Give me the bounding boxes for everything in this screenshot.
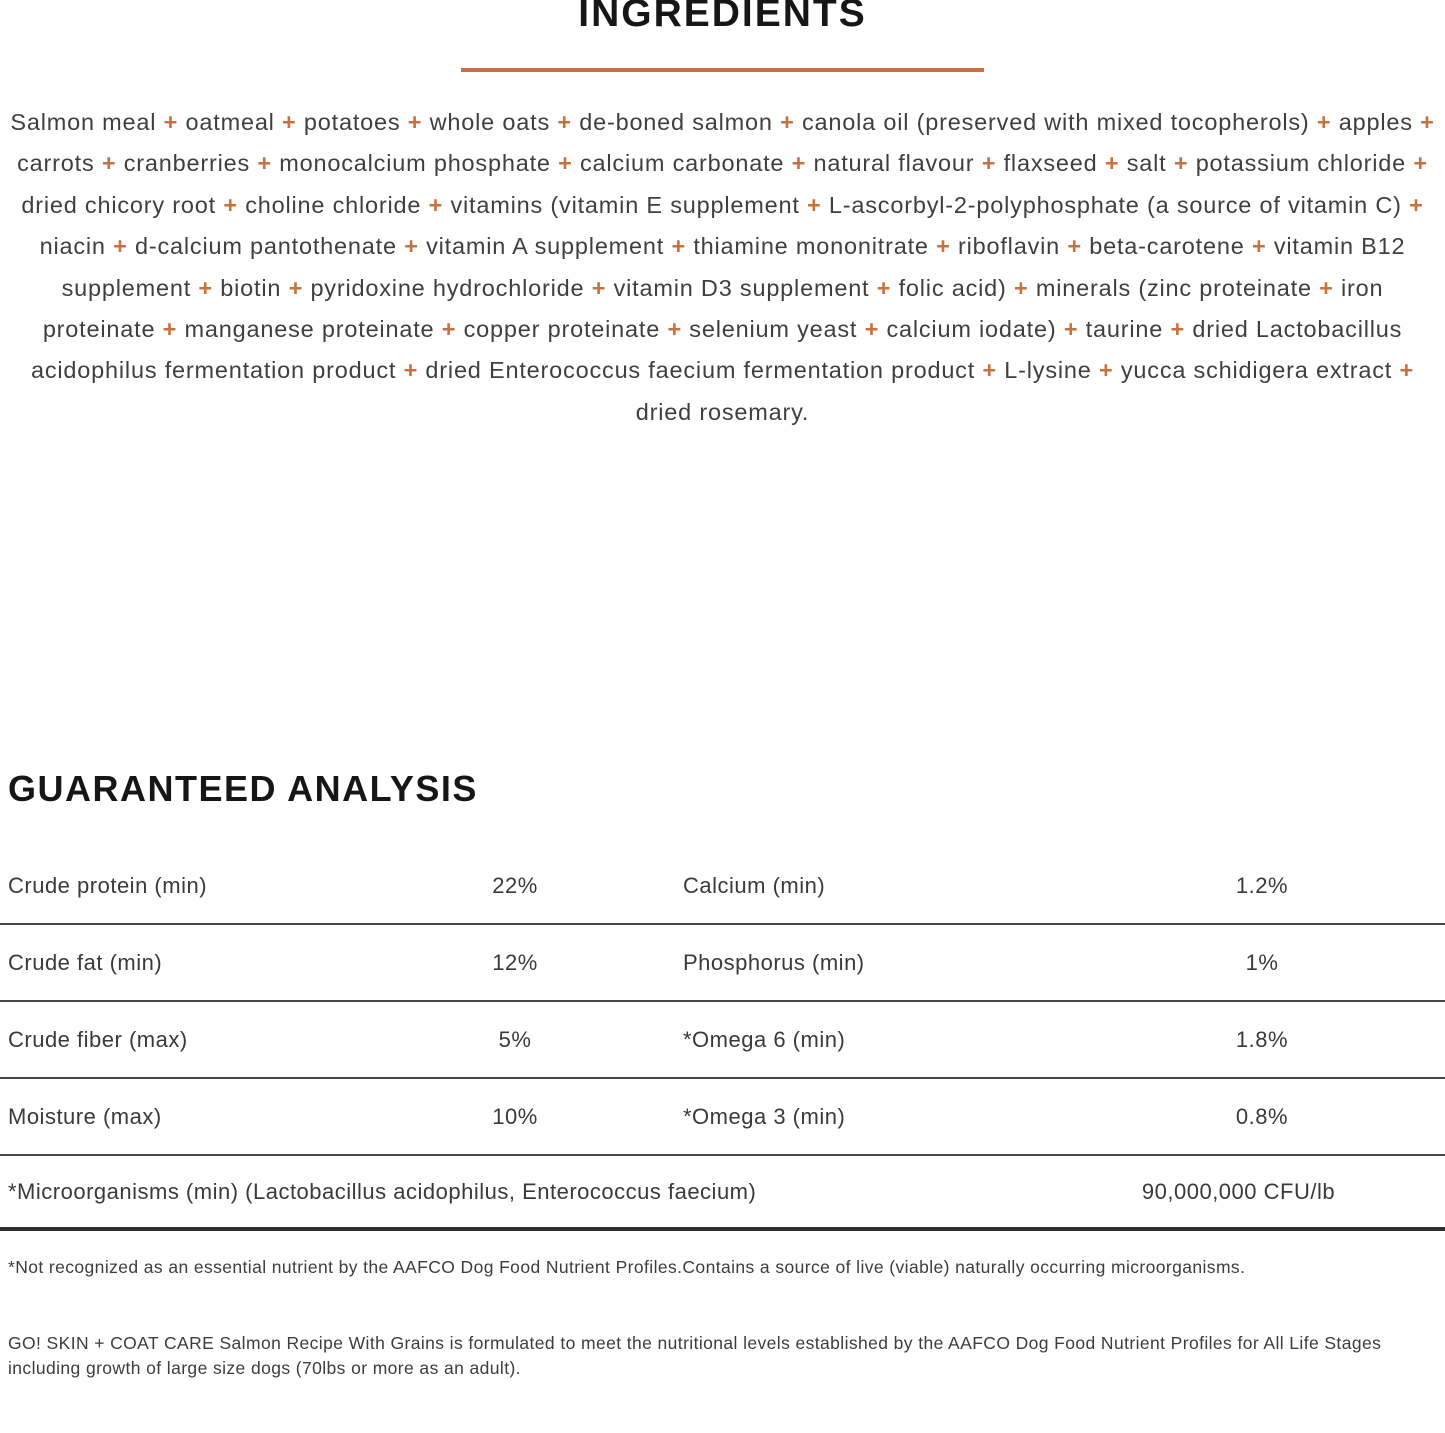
plus-separator-icon: + xyxy=(434,316,464,343)
plus-separator-icon: + xyxy=(155,316,185,343)
plus-separator-icon: + xyxy=(974,150,1004,177)
nutrient-value: 1.2% xyxy=(1235,872,1289,898)
plus-separator-icon: + xyxy=(1166,150,1196,177)
guaranteed-analysis-heading: GUARANTEED ANALYSIS xyxy=(8,768,478,810)
ingredients-section xyxy=(0,0,1445,433)
plus-separator-icon: + xyxy=(1392,357,1414,384)
plus-separator-icon: + xyxy=(281,274,311,301)
plus-separator-icon: + xyxy=(274,109,304,135)
aafco-footnote: *Not recognized as an essential nutrient by the AAFCO Dog Food Nutrient Profiles.Contains a source of live (viable) naturally occurring microorganisms. xyxy=(8,1257,1246,1278)
nutrient-label: Crude fat (min) xyxy=(8,949,163,975)
analysis-row-fat-phosphorus xyxy=(0,925,1445,1002)
plus-separator-icon: + xyxy=(1091,357,1121,384)
nutrient-label: Calcium (min) xyxy=(683,872,826,898)
plus-separator-icon: + xyxy=(1056,316,1086,343)
plus-separator-icon: + xyxy=(105,233,135,260)
plus-separator-icon: + xyxy=(421,191,451,218)
plus-separator-icon: + xyxy=(584,274,614,301)
analysis-row-moisture-omega3 xyxy=(0,1079,1445,1156)
plus-separator-icon: + xyxy=(1006,274,1036,301)
plus-separator-icon: + xyxy=(250,150,280,177)
plus-separator-icon: + xyxy=(216,191,246,218)
nutrient-value: 10% xyxy=(492,1103,538,1129)
analysis-row-protein-calcium xyxy=(0,848,1445,925)
plus-separator-icon: + xyxy=(550,150,580,177)
nutrient-label: Moisture (max) xyxy=(8,1103,162,1129)
analysis-row-microorganisms xyxy=(0,1156,1445,1231)
plus-separator-icon: + xyxy=(1163,316,1193,343)
plus-separator-icon: + xyxy=(1406,150,1428,177)
plus-separator-icon: + xyxy=(1097,150,1127,177)
ingredients-paragraph: Salmon meal + oatmeal + potatoes + whole oats + de-boned salmon + canola oil (preserved with mixed tocopherols) + apples + carrots + cranberries + monocalcium phosphate + calcium carbonate + natural flavour + flaxseed + salt + potassium chloride + dried chicory root + choline chloride + vitamins (vitamin E supplement + L-ascorbyl-2-polyphosphate (a source of vitamin C) + niacin + d-calcium pantothenate + vitamin A supplement + thiamine mononitrate + riboflavin + beta-carotene + vitamin B12 supplement + biotin + pyridoxine hydrochloride + vitamin D3 supplement + folic acid) + minerals (zinc proteinate + iron proteinate + manganese proteinate + copper proteinate + selenium yeast + calcium iodate) + taurine + dried Lactobacillus acidophilus fermentation product + dried Enterococcus faecium fermentation product + L-lysine + yucca schidigera extract + dried rosemary. xyxy=(10,109,1435,425)
plus-separator-icon: + xyxy=(191,274,221,301)
nutrient-label: Crude fiber (max) xyxy=(8,1026,188,1052)
analysis-row-fiber-omega6 xyxy=(0,1002,1445,1079)
orange-divider xyxy=(461,68,984,72)
nutrient-label: *Omega 3 (min) xyxy=(683,1103,846,1129)
plus-separator-icon: + xyxy=(928,233,958,260)
nutrient-label: Crude protein (min) xyxy=(8,872,208,898)
plus-separator-icon: + xyxy=(396,233,427,260)
plus-separator-icon: + xyxy=(400,109,430,135)
nutrient-value: 5% xyxy=(498,1026,532,1052)
plus-separator-icon: + xyxy=(550,109,580,135)
plus-separator-icon: + xyxy=(869,274,899,301)
nutrient-value: 12% xyxy=(492,949,538,975)
nutrient-value: 22% xyxy=(492,872,538,898)
nutrient-value: 0.8% xyxy=(1235,1103,1289,1129)
plus-separator-icon: + xyxy=(156,109,186,135)
nutrient-value: 90,000,000 CFU/lb xyxy=(1141,1178,1336,1204)
plus-separator-icon: + xyxy=(1412,109,1435,135)
plus-separator-icon: + xyxy=(94,150,124,177)
plus-separator-icon: + xyxy=(1244,233,1274,260)
plus-separator-icon: + xyxy=(975,357,1005,384)
guaranteed-analysis-table xyxy=(0,848,1445,1231)
plus-separator-icon: + xyxy=(396,357,426,384)
plus-separator-icon: + xyxy=(1311,274,1342,301)
nutrient-value: 1.8% xyxy=(1235,1026,1289,1052)
plus-separator-icon: + xyxy=(660,316,690,343)
plus-separator-icon: + xyxy=(1309,109,1339,135)
plus-separator-icon: + xyxy=(784,150,814,177)
ingredients-heading: INGREDIENTS xyxy=(578,0,867,35)
plus-separator-icon: + xyxy=(664,233,694,260)
plus-separator-icon: + xyxy=(1060,233,1090,260)
plus-separator-icon: + xyxy=(799,191,829,218)
nutrient-label: *Microorganisms (min) (Lactobacillus acidophilus, Enterococcus faecium) xyxy=(8,1178,757,1204)
nutrient-value: 1% xyxy=(1245,949,1279,975)
guaranteed-analysis-section xyxy=(0,769,1445,1231)
plus-separator-icon: + xyxy=(772,109,802,135)
plus-separator-icon: + xyxy=(1401,191,1424,218)
plus-separator-icon: + xyxy=(857,316,887,343)
nutrient-label: Phosphorus (min) xyxy=(683,949,865,975)
formulation-footnote: GO! SKIN + COAT CARE Salmon Recipe With Grains is formulated to meet the nutritional levels established by the AAFCO Dog Food Nutrient Profiles for All Life Stages including growth of large size dogs (70lbs or more as an adult). xyxy=(8,1333,1382,1379)
nutrient-label: *Omega 6 (min) xyxy=(683,1026,846,1052)
